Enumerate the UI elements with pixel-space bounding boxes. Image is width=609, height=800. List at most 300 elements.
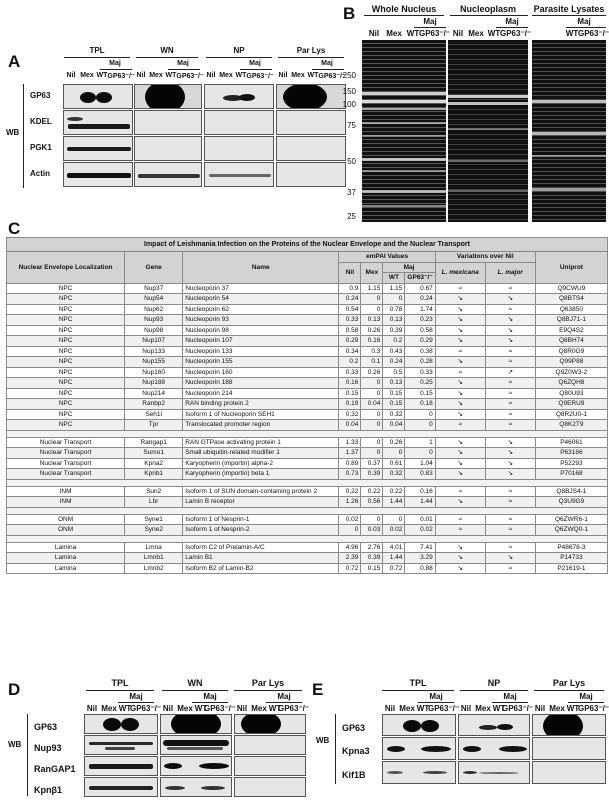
cell-name: Lamin B receptor <box>183 497 339 508</box>
col-variations: Variations over Nil <box>435 252 535 263</box>
panel-d-lane-wt-1: WT <box>118 704 132 713</box>
panel-a-maj-4: Maj <box>321 60 333 67</box>
panel-b-maj-3-line <box>566 27 606 28</box>
col-gene: Gene <box>125 252 183 284</box>
blot-e-kif1b-np <box>458 761 530 784</box>
cell-name: Nucleoporin 98 <box>183 325 339 336</box>
panel-d-group-parlys: Par Lys <box>251 678 285 688</box>
cell-localization: Lamina <box>7 563 125 574</box>
table-row <box>7 378 608 389</box>
panel-a-lane-nil-3: Nil <box>206 72 216 79</box>
mw-marker-150: 150 <box>342 87 356 96</box>
cell-empai-wt: 0.32 <box>383 409 405 420</box>
blot-d-nup93-parlys <box>234 735 306 755</box>
cell-empai-nil: 4.96 <box>339 542 361 553</box>
cell-uniprot: Q8R2U0-1 <box>535 409 607 420</box>
panel-a-maj-2-line <box>168 69 200 70</box>
cell-name: Isoform B2 of Lamin-B2 <box>183 563 339 574</box>
cell-localization: Nuclear Transport <box>7 448 125 459</box>
panel-b-maj-1: Maj <box>423 17 437 26</box>
table-row <box>7 315 608 326</box>
cell-empai-wt: 0 <box>383 448 405 459</box>
table-row <box>7 304 608 315</box>
cell-name: Nucleoporin 37 <box>183 283 339 294</box>
cell-empai-mex: 0.26 <box>361 325 383 336</box>
cell-localization: NPC <box>7 346 125 357</box>
cell-empai-wt: 0.78 <box>383 304 405 315</box>
panel-d-row-kpnb1: Kpnβ1 <box>34 785 62 795</box>
blot-a-pgk1-tpl <box>63 136 133 161</box>
panel-e-maj-3: Maj <box>579 692 593 701</box>
cell-variation-mexicana: ↘ <box>435 563 485 574</box>
cell-empai-mex: 0.39 <box>361 553 383 564</box>
cell-empai-gp63: 1.04 <box>405 458 435 469</box>
cell-empai-wt: 0.61 <box>383 458 405 469</box>
cell-variation-major: ≈ <box>485 304 535 315</box>
panel-d-row-rangap1: RanGAP1 <box>34 764 76 774</box>
cell-localization: NPC <box>7 399 125 410</box>
cell-variation-major: ↘ <box>485 315 535 326</box>
blot-d-gp63-parlys <box>234 714 306 734</box>
table-row <box>7 409 608 420</box>
cell-variation-major: ≈ <box>485 409 535 420</box>
cell-variation-mexicana: ↘ <box>435 399 485 410</box>
table-row <box>7 437 608 448</box>
cell-uniprot: E9Q4S2 <box>535 325 607 336</box>
cell-uniprot: Q8K2T9 <box>535 420 607 431</box>
table-row <box>7 357 608 368</box>
panel-e-group-parlys: Par Lys <box>552 678 586 688</box>
panel-e-lane-nil-3: Nil <box>534 704 546 713</box>
table-row <box>7 525 608 536</box>
cell-localization: NPC <box>7 357 125 368</box>
table-body <box>7 283 608 574</box>
cell-variation-mexicana: ↘ <box>435 336 485 347</box>
cell-variation-major: ≈ <box>485 357 535 368</box>
panel-e-row-kpna3: Kpna3 <box>342 746 370 756</box>
panel-e-maj-1: Maj <box>429 692 443 701</box>
panel-a-maj-4-line <box>312 69 344 70</box>
blot-a-gp63-np <box>204 84 274 109</box>
cell-variation-major: ≈ <box>485 525 535 536</box>
cell-variation-mexicana: ≈ <box>435 346 485 357</box>
gel-nucleoplasm <box>448 40 528 222</box>
cell-localization: NPC <box>7 315 125 326</box>
table-row <box>7 399 608 410</box>
panel-a-lane-gp63-2: GP63⁻/⁻ <box>176 73 204 80</box>
cell-empai-mex: 0 <box>361 378 383 389</box>
cell-localization: NPC <box>7 388 125 399</box>
cell-empai-mex: 0 <box>361 409 383 420</box>
cell-localization: NPC <box>7 420 125 431</box>
cell-gene: Kpnb1 <box>125 469 183 480</box>
cell-empai-mex: 0.04 <box>361 399 383 410</box>
cell-localization: NPC <box>7 294 125 305</box>
panel-a-maj-3: Maj <box>249 60 261 67</box>
cell-empai-wt: 0.15 <box>383 388 405 399</box>
col-maj: Maj <box>383 262 435 273</box>
cell-variation-major: ↘ <box>485 458 535 469</box>
cell-empai-gp63: 1.74 <box>405 304 435 315</box>
cell-empai-mex: 0.22 <box>361 486 383 497</box>
cell-localization: Nuclear Transport <box>7 458 125 469</box>
col-gp63: GP63⁻/⁻ <box>405 273 435 284</box>
cell-variation-major: ↘ <box>485 325 535 336</box>
cell-name: Nucleoporin 54 <box>183 294 339 305</box>
cell-name: Nucleoporin 160 <box>183 367 339 378</box>
blot-d-kpnb1-tpl <box>84 777 158 797</box>
panel-d-group-tpl-line <box>86 690 154 691</box>
cell-empai-gp63: 1 <box>405 437 435 448</box>
panel-d-maj-3: Maj <box>277 692 291 701</box>
cell-variation-mexicana: ↘ <box>435 294 485 305</box>
panel-e-lane-mex-2: Mex <box>475 704 491 713</box>
panel-d-lane-nil-1: Nil <box>86 704 98 713</box>
col-empai: emPAI Values <box>339 252 435 263</box>
cell-uniprot: Q8BH74 <box>535 336 607 347</box>
blot-a-gp63-wn <box>134 84 202 109</box>
cell-empai-wt: 1.15 <box>383 283 405 294</box>
cell-uniprot: Q8BTS4 <box>535 294 607 305</box>
table-row <box>7 346 608 357</box>
panel-e-maj-3-line <box>568 702 604 703</box>
panel-b-group-whole-nucleus: Whole Nucleus <box>371 4 437 14</box>
cell-empai-gp63: 0.58 <box>405 325 435 336</box>
cell-empai-wt: 0 <box>383 514 405 525</box>
cell-uniprot: Q6ZWR6-1 <box>535 514 607 525</box>
panel-e-lane-gp63-1: GP63⁻/⁻ <box>428 704 460 713</box>
cell-localization: NPC <box>7 325 125 336</box>
blot-d-nup93-wn <box>160 735 232 755</box>
panel-d-lane-mex-3: Mex <box>251 704 267 713</box>
cell-gene: Nup214 <box>125 388 183 399</box>
cell-variation-mexicana: ↘ <box>435 325 485 336</box>
cell-empai-nil: 0.22 <box>339 486 361 497</box>
cell-empai-wt: 0.39 <box>383 325 405 336</box>
panel-e-lane-wt-2: WT <box>492 704 506 713</box>
cell-empai-wt: 4.01 <box>383 542 405 553</box>
panel-e-maj-2: Maj <box>503 692 517 701</box>
cell-empai-nil: 0.34 <box>339 346 361 357</box>
cell-name: Nucleoporin 188 <box>183 378 339 389</box>
cell-gene: Nup160 <box>125 367 183 378</box>
panel-d-group-wn-line <box>162 690 228 691</box>
cell-name: Nucleoporin 133 <box>183 346 339 357</box>
col-mex: Mex <box>361 262 383 283</box>
cell-variation-mexicana: ↘ <box>435 458 485 469</box>
table-separator-row <box>7 479 608 486</box>
cell-gene: Syne2 <box>125 525 183 536</box>
cell-gene: Nup93 <box>125 315 183 326</box>
cell-empai-gp63: 0.02 <box>405 525 435 536</box>
cell-gene: Lmna <box>125 542 183 553</box>
cell-empai-gp63: 0.25 <box>405 378 435 389</box>
cell-localization: ONM <box>7 514 125 525</box>
cell-variation-major: ≈ <box>485 497 535 508</box>
cell-variation-major: ≈ <box>485 486 535 497</box>
panel-d-row-nup93: Nup93 <box>34 743 62 753</box>
cell-empai-nil: 0.04 <box>339 420 361 431</box>
table-row <box>7 486 608 497</box>
cell-name: Isoform 1 of Nesprin-1 <box>183 514 339 525</box>
cell-empai-gp63: 0 <box>405 420 435 431</box>
cell-gene: Nup62 <box>125 304 183 315</box>
cell-variation-major: ≈ <box>485 420 535 431</box>
cell-empai-mex: 0 <box>361 388 383 399</box>
cell-variation-major: ≈ <box>485 346 535 357</box>
cell-variation-mexicana: ↘ <box>435 553 485 564</box>
blot-d-gp63-wn <box>160 714 232 734</box>
cell-variation-major: ≈ <box>485 399 535 410</box>
table-row <box>7 448 608 459</box>
cell-empai-wt: 0.13 <box>383 378 405 389</box>
cell-empai-mex: 0.13 <box>361 315 383 326</box>
cell-empai-gp63: 1.44 <box>405 497 435 508</box>
panel-b-group-whole-nucleus-line <box>364 15 444 16</box>
blot-d-rangap1-tpl <box>84 756 158 776</box>
cell-localization: NPC <box>7 283 125 294</box>
table-row <box>7 336 608 347</box>
panel-b-group-nucleoplasm: Nucleoplasm <box>459 4 517 14</box>
blot-a-actin-tpl <box>63 162 133 187</box>
panel-d-lane-mex-2: Mex <box>177 704 193 713</box>
table-row <box>7 367 608 378</box>
col-loc: Nuclear Envelope Localization <box>7 252 125 284</box>
panel-e-maj-1-line <box>418 702 454 703</box>
panel-a-group-tpl: TPL <box>89 46 105 55</box>
cell-localization: Lamina <box>7 542 125 553</box>
cell-variation-mexicana: ↘ <box>435 437 485 448</box>
cell-name: Isoform 1 of Nucleoporin SEH1 <box>183 409 339 420</box>
panel-d-lane-wt-2: WT <box>194 704 208 713</box>
panel-a-lane-mex-3: Mex <box>219 72 233 79</box>
cell-empai-wt: 1.44 <box>383 497 405 508</box>
panel-a-lane-gp63-4: GP63⁻/⁻ <box>318 73 346 80</box>
panel-d-maj-3-line <box>266 702 302 703</box>
panel-c-letter: C <box>8 219 21 238</box>
cell-empai-gp63: 0.15 <box>405 388 435 399</box>
blot-e-gp63-parlys <box>532 714 606 736</box>
panel-a-lane-wt-4: WT <box>307 72 319 79</box>
col-lmex: L. mexicana <box>435 262 485 283</box>
cell-variation-major: ↘ <box>485 469 535 480</box>
cell-empai-wt: 0.22 <box>383 486 405 497</box>
panel-d-group-wn: WN <box>187 678 203 688</box>
cell-variation-mexicana: ↘ <box>435 497 485 508</box>
panel-a-lane-mex-2: Mex <box>149 72 163 79</box>
table-row <box>7 325 608 336</box>
cell-empai-nil: 2.39 <box>339 553 361 564</box>
cell-gene: Lbr <box>125 497 183 508</box>
cell-empai-mex: 0 <box>361 420 383 431</box>
cell-gene: Rangap1 <box>125 437 183 448</box>
blot-d-rangap1-wn <box>160 756 232 776</box>
blot-e-kpna3-np <box>458 737 530 760</box>
panel-e-lane-nil-2: Nil <box>460 704 472 713</box>
panel-a-row-gp63: GP63 <box>30 91 51 100</box>
cell-empai-nil: 0.9 <box>339 283 361 294</box>
cell-empai-mex: 0.56 <box>361 497 383 508</box>
cell-uniprot: Q80U93 <box>535 388 607 399</box>
panel-a-wb-label: WB <box>6 128 20 137</box>
panel-b-lane-nil-2: Nil <box>452 29 464 38</box>
cell-empai-nil: 0 <box>339 525 361 536</box>
panel-e-wb-label: WB <box>316 736 330 745</box>
cell-empai-mex: 0.37 <box>361 458 383 469</box>
cell-localization: Lamina <box>7 553 125 564</box>
cell-empai-nil: 1.26 <box>339 497 361 508</box>
panel-a-maj-1: Maj <box>109 60 121 67</box>
blot-e-kif1b-tpl <box>382 761 456 784</box>
panel-a-letter: A <box>8 52 21 71</box>
cell-gene: Ranbp2 <box>125 399 183 410</box>
table-separator-cell <box>7 507 608 514</box>
cell-uniprot: P52293 <box>535 458 607 469</box>
cell-name: Isoform C2 of Prelamin-A/C <box>183 542 339 553</box>
cell-variation-major: ↘ <box>485 437 535 448</box>
cell-name: Translocated promoter region <box>183 420 339 431</box>
cell-empai-gp63: 0 <box>405 409 435 420</box>
cell-name: Nucleoporin 155 <box>183 357 339 368</box>
panel-a-group-parlys: Par Lys <box>296 46 326 55</box>
blot-a-pgk1-wn <box>134 136 202 161</box>
cell-empai-nil: 0.16 <box>339 378 361 389</box>
cell-gene: Lmnb1 <box>125 553 183 564</box>
cell-empai-wt: 0.04 <box>383 420 405 431</box>
cell-uniprot: Q3U9G9 <box>535 497 607 508</box>
cell-empai-nil: 0.32 <box>339 409 361 420</box>
panel-d-wb-label: WB <box>8 740 22 749</box>
cell-empai-gp63: 0.38 <box>405 346 435 357</box>
blot-a-kdel-tpl <box>63 110 133 135</box>
cell-empai-gp63: 0.83 <box>405 469 435 480</box>
cell-empai-mex: 0 <box>361 448 383 459</box>
cell-uniprot: P48678-3 <box>535 542 607 553</box>
cell-empai-gp63: 0 <box>405 448 435 459</box>
panel-e-lane-wt-3: WT <box>566 704 580 713</box>
panel-e-lane-mex-1: Mex <box>399 704 415 713</box>
panel-d-letter: D <box>8 680 21 699</box>
panel-d-lane-gp63-1: GP63⁻/⁻ <box>130 704 162 713</box>
table-row <box>7 388 608 399</box>
cell-empai-mex: 0 <box>361 437 383 448</box>
cell-gene: Nup107 <box>125 336 183 347</box>
panel-e-lane-gp63-2: GP63⁻/⁻ <box>502 704 534 713</box>
blot-e-gp63-tpl <box>382 714 456 736</box>
cell-empai-mex: 0.26 <box>361 367 383 378</box>
mw-marker-100: 100 <box>342 100 356 109</box>
cell-empai-mex: 0 <box>361 514 383 525</box>
panel-a-lane-wt-2: WT <box>165 72 177 79</box>
panel-a-lane-gp63-3: GP63⁻/⁻ <box>246 73 274 80</box>
cell-name: Nucleoporin 214 <box>183 388 339 399</box>
cell-variation-major: ↘ <box>485 294 535 305</box>
cell-localization: NPC <box>7 304 125 315</box>
panel-c-table <box>6 237 608 574</box>
cell-name: Nucleoporin 93 <box>183 315 339 326</box>
cell-gene: Sun2 <box>125 486 183 497</box>
cell-uniprot: Q6ZWQ0-1 <box>535 525 607 536</box>
table-separator-cell <box>7 479 608 486</box>
cell-empai-nil: 0.02 <box>339 514 361 525</box>
table-title: Impact of Leishmania Infection on the Proteins of the Nuclear Envelope and the Nuclear Transport <box>7 238 608 252</box>
panel-b-lane-wt-3: WT <box>565 29 579 38</box>
cell-empai-wt: 0.24 <box>383 357 405 368</box>
panel-b-lane-wt-2: WT <box>487 29 501 38</box>
panel-b-lane-gp63-1: GP63⁻/⁻ <box>419 29 451 38</box>
cell-name: Nucleoporin 107 <box>183 336 339 347</box>
cell-name: Isoform 1 of SUN domain-containing protein 2 <box>183 486 339 497</box>
cell-empai-mex: 0 <box>361 304 383 315</box>
panel-e-maj-2-line <box>492 702 528 703</box>
panel-a-group-parlys-line <box>278 57 344 58</box>
cell-empai-wt: 1.44 <box>383 553 405 564</box>
panel-e-group-np-line <box>460 690 528 691</box>
cell-name: Lamin B1 <box>183 553 339 564</box>
cell-variation-major: ↗ <box>485 367 535 378</box>
panel-a-maj-1-line <box>100 69 132 70</box>
panel-a-lane-gp63: GP63⁻/⁻ <box>107 73 135 80</box>
panel-a-lane-nil-4: Nil <box>278 72 288 79</box>
panel-a-group-tpl-line <box>64 57 130 58</box>
cell-empai-wt: 0.13 <box>383 315 405 326</box>
cell-empai-mex: 2.76 <box>361 542 383 553</box>
panel-e-group-np: NP <box>487 678 501 688</box>
cell-name: RAN GTPase activating protein 1 <box>183 437 339 448</box>
panel-b-lane-mex-2: Mex <box>468 29 484 38</box>
cell-variation-mexicana: ≈ <box>435 367 485 378</box>
panel-d-lane-mex-1: Mex <box>101 704 117 713</box>
panel-a-group-np-line <box>206 57 272 58</box>
cell-name: Small ubiquitin-related modifier 1 <box>183 448 339 459</box>
panel-b-lane-wt-1: WT <box>406 29 420 38</box>
cell-uniprot: Q6ZQH8 <box>535 378 607 389</box>
panel-a-lane-wt-3: WT <box>235 72 247 79</box>
cell-empai-wt: 0.72 <box>383 563 405 574</box>
panel-a-wb-bracket <box>23 84 24 188</box>
cell-uniprot: Q99P88 <box>535 357 607 368</box>
gel-parasite-lysates <box>532 40 606 222</box>
table-row <box>7 294 608 305</box>
panel-a-maj-2: Maj <box>177 60 189 67</box>
blot-a-actin-wn <box>134 162 202 187</box>
cell-gene: Kpna2 <box>125 458 183 469</box>
panel-e-lane-nil-1: Nil <box>384 704 396 713</box>
panel-a-row-kdel: KDEL <box>30 117 52 126</box>
panel-b-maj-2: Maj <box>505 17 519 26</box>
panel-d-group-tpl: TPL <box>111 678 129 688</box>
panel-d-maj-1: Maj <box>129 692 143 701</box>
panel-e-group-parlys-line <box>534 690 604 691</box>
cell-uniprot: P21619-1 <box>535 563 607 574</box>
cell-uniprot: Q8BJ71-1 <box>535 315 607 326</box>
cell-empai-gp63: 0.33 <box>405 367 435 378</box>
cell-gene: Nup54 <box>125 294 183 305</box>
panel-b-group-parasite-lysates: Parasite Lysates <box>533 4 605 14</box>
cell-variation-mexicana: ↘ <box>435 388 485 399</box>
panel-a-row-actin: Actin <box>30 169 50 178</box>
table-row <box>7 514 608 525</box>
cell-empai-mex: 0.16 <box>361 336 383 347</box>
cell-variation-major: ≈ <box>485 388 535 399</box>
cell-empai-wt: 0.2 <box>383 336 405 347</box>
cell-empai-mex: 0.3 <box>361 346 383 357</box>
cell-name: RAN binding protein 2 <box>183 399 339 410</box>
panel-d-lane-gp63-2: GP63⁻/⁻ <box>204 704 236 713</box>
cell-uniprot: Q9Z0W3-2 <box>535 367 607 378</box>
cell-variation-mexicana: ↘ <box>435 304 485 315</box>
cell-uniprot: Q9ERU9 <box>535 399 607 410</box>
